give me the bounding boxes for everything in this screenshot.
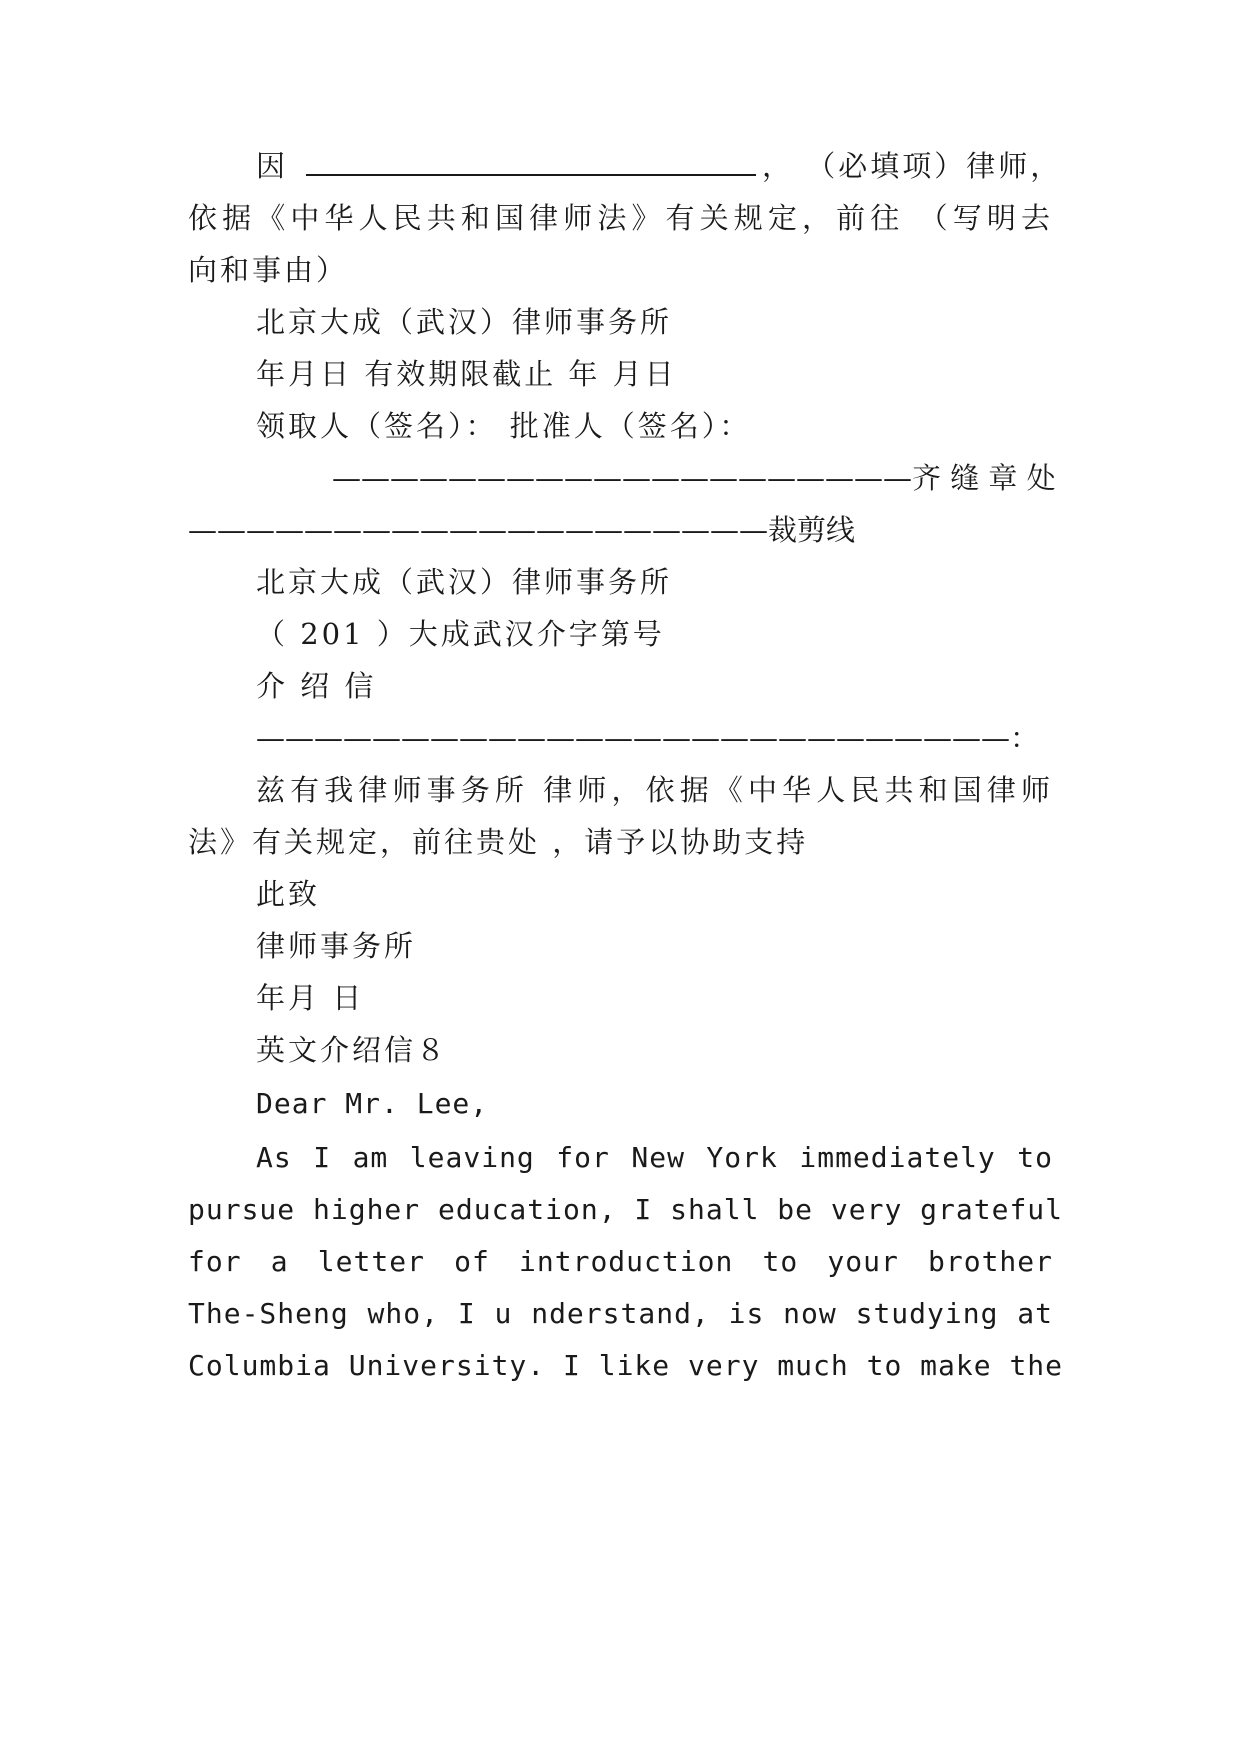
paragraph-line-1 bbox=[256, 148, 1063, 184]
cut-line: ————————————————————裁剪线 bbox=[188, 513, 856, 547]
firm-name: 北京大成（武汉）律师事务所 bbox=[256, 305, 673, 339]
text-fragment: ， （必填项）律师， bbox=[762, 149, 1063, 183]
english-line-4: The-Sheng who, I u nderstand, is now studying at bbox=[188, 1297, 1053, 1330]
recipient-line: ——————————————————————————： bbox=[256, 721, 1040, 755]
firm-name-2: 北京大成（武汉）律师事务所 bbox=[256, 565, 673, 599]
letter-title: 介 绍 信 bbox=[256, 669, 377, 703]
paragraph-line-3: 向和事由） bbox=[188, 253, 349, 287]
body-line-1: 兹有我律师事务所 律师，依据《中华人民共和国律师 bbox=[256, 773, 1053, 807]
english-line-2: pursue higher education, I shall be very grateful bbox=[188, 1193, 1064, 1226]
date-line: 年月 日 bbox=[256, 981, 365, 1015]
body-line-2: 法》有关规定，前往贵处 ，请予以协助支持 bbox=[188, 825, 809, 859]
signature-line: 领取人（签名）： 批准人（签名）： bbox=[256, 409, 752, 443]
date-validity: 年月日 有效期限截止 年 月日 bbox=[256, 357, 677, 391]
addressee-line: 律师事务所 bbox=[256, 929, 417, 963]
english-line-3: for a letter of introduction to your brother bbox=[188, 1245, 1053, 1278]
paragraph-line-2: 依据《中华人民共和国律师法》有关规定，前往 （写明去 bbox=[188, 201, 1053, 235]
english-line-5: Columbia University. I like very much to make the bbox=[188, 1349, 1064, 1382]
english-salutation: Dear Mr. Lee, bbox=[256, 1087, 489, 1120]
section-heading: 英文介绍信８ bbox=[256, 1033, 449, 1067]
reference-number: （ 201 ）大成武汉介字第号 bbox=[256, 617, 665, 651]
text-fragment: 因 bbox=[256, 149, 289, 183]
seal-line: ————————————————————齐 缝 章 处 bbox=[332, 461, 1056, 495]
fill-in-blank bbox=[306, 148, 756, 176]
english-line-1: As I am leaving for New York immediately to bbox=[256, 1141, 1053, 1174]
closing-line: 此致 bbox=[256, 877, 321, 911]
